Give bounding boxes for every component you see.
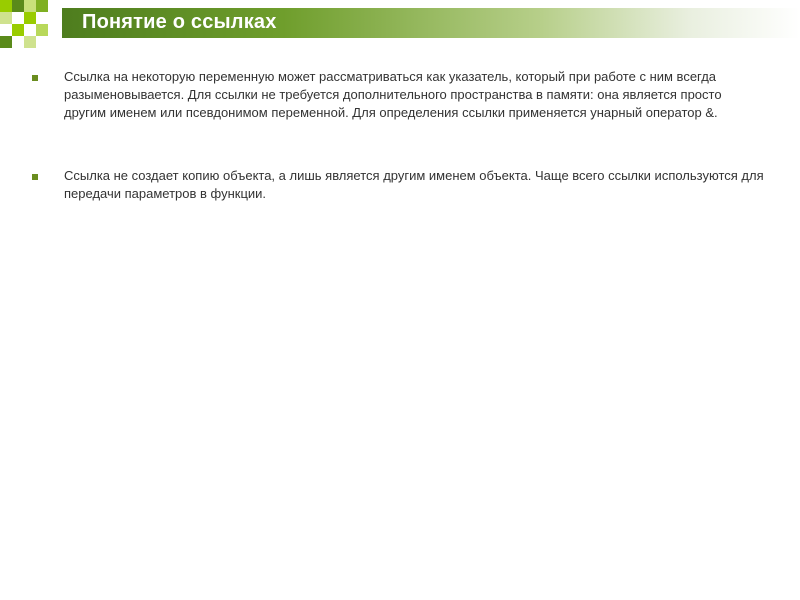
decor-square bbox=[0, 36, 12, 48]
bullet-marker-icon bbox=[32, 75, 38, 81]
decor-square bbox=[12, 0, 24, 12]
decor-square bbox=[24, 12, 36, 24]
decor-square bbox=[0, 12, 12, 24]
decor-square bbox=[24, 0, 36, 12]
decor-square bbox=[36, 0, 48, 12]
bullet-text: Ссылка на некоторую переменную может рассматриваться как указатель, который при работе с ним всегда разыменовывается. Для ссылки не требуется дополнительного пространства в памяти: она является просто другим именем или псевдонимом переменной. Для определения ссылки применяется унарный оператор &. bbox=[64, 69, 722, 120]
bullet-text: Ссылка не создает копию объекта, а лишь является другим именем объекта. Чаще всего ссылки используются для передачи параметров в функции. bbox=[64, 168, 764, 201]
decor-square bbox=[24, 36, 36, 48]
decor-square bbox=[0, 0, 12, 12]
decor-square bbox=[12, 24, 24, 36]
decor-square bbox=[36, 24, 48, 36]
bullet-marker-icon bbox=[32, 174, 38, 180]
slide-title: Понятие о ссылках bbox=[82, 11, 277, 33]
